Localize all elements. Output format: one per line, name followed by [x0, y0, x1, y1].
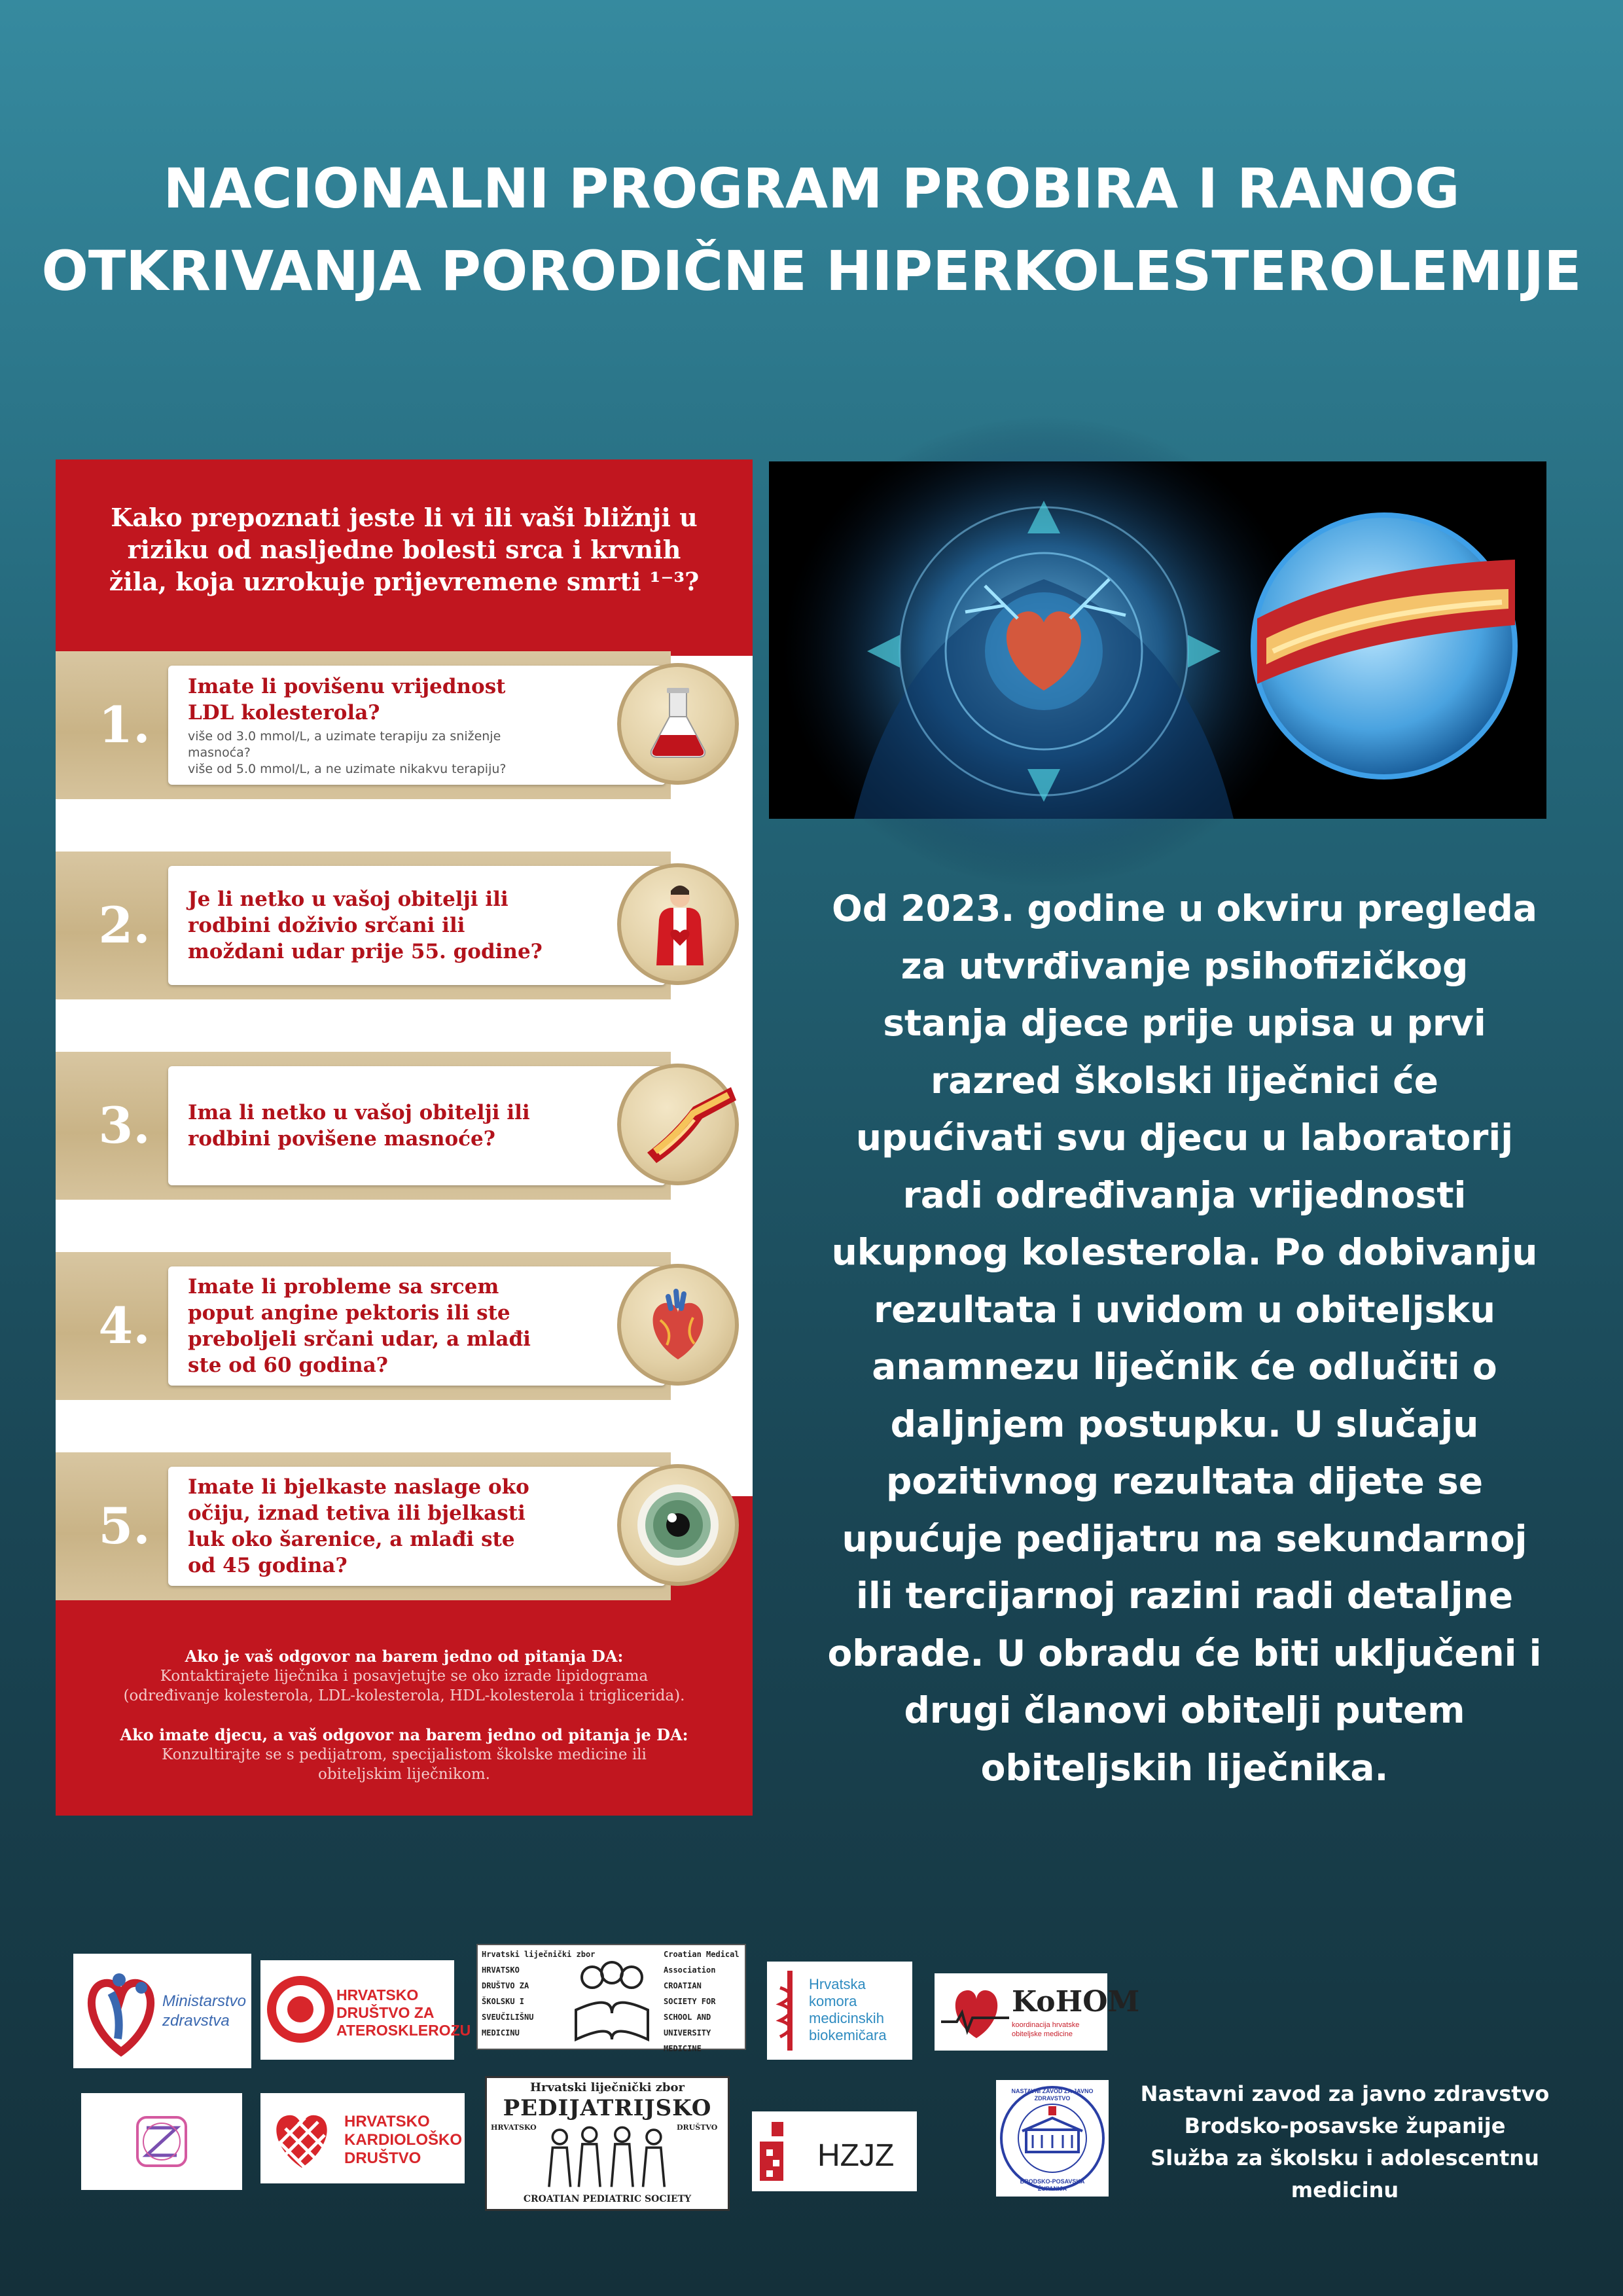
- description-line: upućivati svu djecu u laboratorij: [855, 1117, 1514, 1158]
- heart-artery-image: [769, 461, 1546, 819]
- logo-text: ATEROSKLEROZU: [336, 2022, 471, 2039]
- step-line: LDL kolesterola?: [188, 700, 380, 725]
- step-medal: [617, 1064, 739, 1185]
- logo-text: CROATIAN: [664, 1981, 702, 1990]
- logo-text: SVEUČILIŠNU: [482, 2013, 534, 2022]
- description-line: ili tercijarnoj razini radi detaljne: [855, 1575, 1514, 1617]
- logo-text: biokemičara: [809, 2027, 887, 2043]
- description-line: radi određivanja vrijednosti: [902, 1174, 1467, 1216]
- logo-text: ŠKOLSKU I: [482, 1997, 525, 2006]
- step-card: [168, 666, 666, 785]
- logo-text: SOCIETY FOR: [664, 1997, 716, 2006]
- step-question: [188, 1274, 554, 1378]
- logo-hlz-skolska-medicina: [476, 1944, 746, 2053]
- answer-children-line: Konzultirajte se s pedijatrom, specijalistom školske medicine ili: [162, 1746, 647, 1763]
- description-line: Od 2023. godine u okviru pregleda: [832, 888, 1537, 929]
- logo-text: Hrvatska: [809, 1976, 866, 1992]
- artery-icon: [621, 1067, 735, 1181]
- logo-pedijatrijsko-drustvo: [485, 2076, 730, 2211]
- step-card: [168, 1066, 666, 1185]
- logo-text: HRVATSKO: [482, 1965, 520, 1975]
- step-3: [56, 1052, 753, 1200]
- step-line: poput angine pektoris ili ste: [188, 1301, 510, 1325]
- heart-artery-illustration: [769, 461, 1546, 819]
- step-line: rodbini povišene masnoće?: [188, 1127, 495, 1151]
- step-question: [188, 886, 554, 965]
- step-2: [56, 852, 753, 999]
- step-subtext: [188, 728, 554, 778]
- logo-text: BRODSKO-POSAVSKA ŽUPANIJA: [1020, 2178, 1085, 2192]
- step-1: [56, 651, 753, 799]
- logo-text: HRVATSKO: [491, 2123, 537, 2132]
- answer-children-line: obiteljskim liječnikom.: [318, 1766, 490, 1783]
- step-medal: [617, 1264, 739, 1386]
- heart-people-icon: [79, 1954, 164, 2068]
- answer-yes-line: (određivanje kolesterola, LDL-kolesterola, HDL-kolesterola i triglicerida).: [123, 1687, 685, 1704]
- logo-text: koordinacija hrvatske: [1012, 2021, 1080, 2029]
- children-group-icon: [529, 2124, 686, 2189]
- hzjz-mark-icon: [760, 2122, 806, 2181]
- description-line: drugi članovi obitelji putem: [904, 1689, 1465, 1731]
- logo-text: NASTAVNI ZAVOD ZA JAVNO ZDRAVSTVO: [1011, 2088, 1094, 2102]
- eye-icon: [621, 1468, 735, 1582]
- step-sub-line: više od 3.0 mmol/L, a uzimate terapiju za sniženje masnoća?: [188, 728, 501, 760]
- logo-text: CROATIAN PEDIATRIC SOCIETY: [523, 2194, 692, 2204]
- person-heart-icon: [621, 867, 735, 981]
- step-question: [188, 1474, 554, 1579]
- institution-line: Služba za školsku i adolescentnu: [1150, 2145, 1539, 2170]
- logo-text: Hrvatski liječnički zbor: [482, 1950, 596, 1959]
- step-line: rodbini doživio srčani ili: [188, 914, 465, 937]
- institution-line: Nastavni zavod za javno zdravstvo: [1140, 2081, 1550, 2106]
- logo-text: komora: [809, 1993, 857, 2009]
- step-line: ste od 60 godina?: [188, 1354, 388, 1377]
- description-line: anamnezu liječnik će odlučiti o: [872, 1346, 1497, 1388]
- logo-text: Ministarstvo: [162, 1992, 247, 2010]
- poster-title: [39, 147, 1584, 312]
- heart-icon: [621, 1268, 735, 1382]
- title-line-1: NACIONALNI PROGRAM PROBIRA I RANOG: [163, 156, 1460, 221]
- step-medal: [617, 1464, 739, 1586]
- step-line: moždani udar prije 55. godine?: [188, 940, 543, 963]
- step-question: [188, 1100, 554, 1152]
- program-description: [789, 880, 1580, 1797]
- logo-text: obiteljske medicine: [1012, 2030, 1073, 2038]
- step-sub-line: više od 5.0 mmol/L, a ne uzimate nikakvu terapiju?: [188, 761, 507, 776]
- logo-text: DRUŠTVO: [677, 2123, 718, 2132]
- flask-icon: [621, 667, 735, 781]
- logo-hzjz: [752, 2111, 917, 2191]
- answer-yes-block: [82, 1647, 726, 1706]
- logo-kardiolosko-drustvo: [260, 2093, 465, 2183]
- logo-text: HRVATSKO: [344, 2113, 430, 2130]
- step-line: očiju, iznad tetiva ili bjelkasti: [188, 1501, 526, 1525]
- step-5: [56, 1452, 753, 1600]
- step-number: 3.: [98, 1096, 151, 1155]
- description-line: obiteljskih liječnika.: [980, 1746, 1389, 1789]
- logo-text: PEDIJATRIJSKO: [503, 2095, 712, 2121]
- step-line: Imate li probleme sa srcem: [188, 1275, 499, 1299]
- caduceus-icon: [774, 1968, 806, 2053]
- description-line: obrade. U obradu će biti uključeni i: [827, 1632, 1542, 1674]
- step-line: od 45 godina?: [188, 1554, 348, 1577]
- step-question: [188, 673, 554, 726]
- logo-text: zdravstva: [162, 2012, 230, 2030]
- infographic-question: [82, 501, 726, 598]
- step-line: preboljeli srčani udar, a mlađi: [188, 1327, 531, 1351]
- step-medal: [617, 863, 739, 985]
- logo-text: DRUŠTVO ZA: [482, 1981, 529, 1990]
- logo-text: DRUŠTVO ZA: [336, 2004, 435, 2021]
- logo-text: UNIVERSITY: [664, 2028, 711, 2037]
- answer-yes-heading: Ako je vaš odgovor na barem jedno od pitanja DA:: [185, 1647, 624, 1666]
- step-card: [168, 1266, 666, 1386]
- description-line: razred školski liječnici će: [931, 1059, 1438, 1102]
- logo-ministarstvo-zdravstva: [73, 1954, 251, 2068]
- answer-yes-line: Kontaktirajete liječnika i posavjetujte se oko izrade lipidograma: [160, 1668, 649, 1685]
- logo-text: HRVATSKO: [336, 1986, 419, 2003]
- logo-text: KARDIOLOŠKO: [344, 2131, 462, 2149]
- step-line: Ima li netko u vašoj obitelji ili: [188, 1101, 530, 1124]
- institution-line: medicinu: [1291, 2178, 1399, 2202]
- logo-nzjz-seal: [996, 2080, 1109, 2197]
- students-book-icon: [563, 1948, 661, 2046]
- logo-drustvo-ateroskleroza: [260, 1960, 471, 2060]
- logo-z-emblem: [81, 2093, 242, 2190]
- logo-text: SCHOOL AND: [664, 2013, 711, 2022]
- description-line: ukupnog kolesterola. Po dobivanju: [831, 1231, 1538, 1273]
- logo-text: DRUŠTVO: [344, 2149, 421, 2167]
- question-line: riziku od nasljedne bolesti srca i krvnih: [127, 535, 681, 564]
- step-number: 2.: [98, 896, 151, 954]
- description-line: daljnjem postupku. U slučaju: [890, 1403, 1479, 1445]
- description-line: pozitivnog rezultata dijete se: [885, 1460, 1484, 1502]
- question-line: žila, koja uzrokuje prijevremene smrti ¹⁻³?: [109, 567, 700, 596]
- answer-children-block: [82, 1725, 726, 1784]
- step-line: Imate li bjelkaste naslage oko: [188, 1475, 529, 1499]
- logo-text: MEDICINE: [664, 2044, 702, 2053]
- description-line: rezultata i uvidom u obiteljsku: [874, 1288, 1495, 1331]
- question-line: Kako prepoznati jeste li vi ili vaši bližnji u: [111, 503, 698, 532]
- step-number: 1.: [98, 696, 151, 754]
- description-line: upućuje pedijatru na sekundarnoj: [842, 1517, 1527, 1560]
- description-line: stanja djece prije upisa u prvi: [883, 1002, 1486, 1044]
- z-emblem-icon: [132, 2112, 191, 2171]
- logo-text: KoHOM: [1012, 1985, 1140, 2018]
- step-line: Imate li povišenu vrijednost: [188, 674, 506, 698]
- institution-line: Brodsko-posavske županije: [1184, 2113, 1506, 2138]
- step-line: Je li netko u vašoj obitelji ili: [188, 888, 508, 911]
- step-card: [168, 1467, 666, 1586]
- step-card: [168, 866, 666, 985]
- step-number: 5.: [98, 1497, 151, 1555]
- checkered-heart-icon: [266, 2102, 338, 2174]
- heart-stethoscope-icon: [937, 1976, 1009, 2048]
- logo-text: medicinskih: [809, 2010, 884, 2026]
- atherosclerosis-icon: [264, 1973, 336, 2045]
- answer-children-heading: Ako imate djecu, a vaš odgovor na barem jedno od pitanja je DA:: [120, 1725, 688, 1744]
- logo-text: HZJZ: [817, 2138, 895, 2173]
- step-number: 4.: [98, 1297, 151, 1355]
- logo-kohom: [935, 1973, 1140, 2051]
- step-line: luk oko šarenice, a mlađi ste: [188, 1528, 515, 1551]
- logo-text: MEDICINU: [482, 2028, 520, 2037]
- logo-komora-biokemicara: [767, 1962, 912, 2060]
- step-4: [56, 1252, 753, 1400]
- logo-text: Croatian Medical Association: [664, 1950, 740, 1975]
- institution-name: [1129, 2078, 1561, 2206]
- screening-infographic: [56, 459, 753, 1816]
- step-medal: [617, 663, 739, 785]
- description-line: za utvrđivanje psihofizičkog: [901, 944, 1469, 987]
- title-line-2: OTKRIVANJA PORODIČNE HIPERKOLESTEROLEMIJE: [41, 239, 1582, 303]
- logo-text: Hrvatski liječnički zbor: [530, 2081, 685, 2094]
